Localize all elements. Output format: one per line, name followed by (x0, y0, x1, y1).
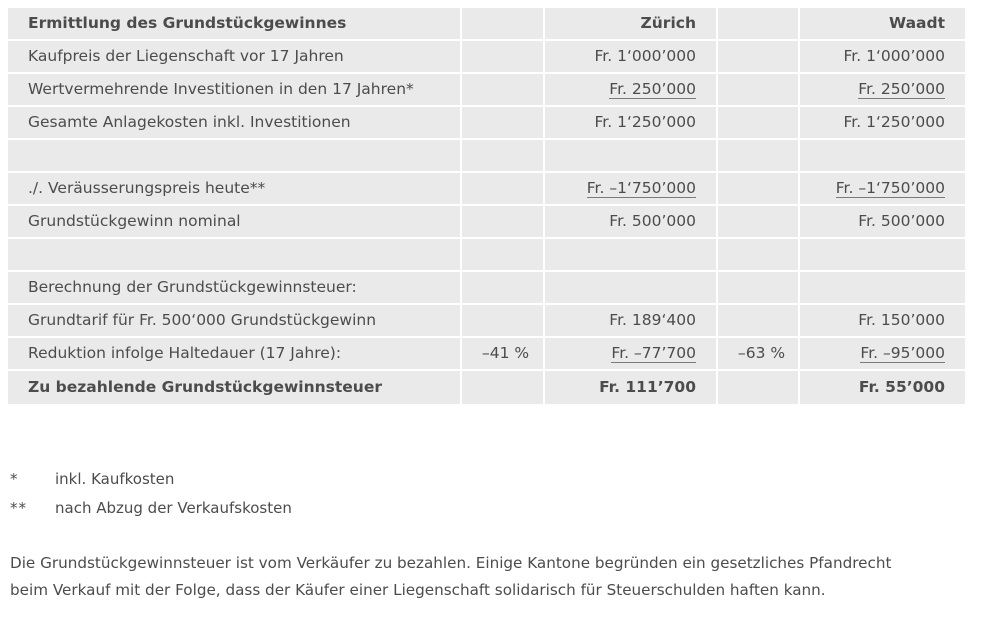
cell-value-waadt: Fr. 500’000 (800, 206, 965, 239)
cell-value-zurich: Fr. 111’700 (545, 371, 718, 404)
cell-rate-waadt (718, 239, 800, 272)
cell-rate-zurich (462, 74, 545, 107)
cell-label: Gesamte Anlagekosten inkl. Investitionen (8, 107, 462, 140)
cell-label: Grundstückgewinn nominal (8, 206, 462, 239)
footnotes (10, 470, 950, 528)
table-row (8, 371, 965, 404)
cell-rate-waadt (718, 140, 800, 173)
cell-value-waadt (800, 239, 965, 272)
table-row (8, 305, 965, 338)
table-row (8, 338, 965, 371)
cell-rate-waadt (718, 107, 800, 140)
column-header-zurich: Zürich (545, 8, 718, 41)
cell-rate-waadt (718, 272, 800, 305)
cell-value-waadt: Fr. 1‘250’000 (800, 107, 965, 140)
cell-value-waadt: Fr. 1‘000’000 (800, 41, 965, 74)
column-header-waadt: Waadt (800, 8, 965, 41)
cell-label: Grundtarif für Fr. 500‘000 Grundstückgewinn (8, 305, 462, 338)
cell-rate-waadt: –63 % (718, 338, 800, 371)
grundstueckgewinn-table (8, 8, 965, 404)
cell-label: Reduktion infolge Haltedauer (17 Jahre): (8, 338, 462, 371)
table-row (8, 41, 965, 74)
table-spacer-row (8, 140, 965, 173)
cell-value-zurich (545, 239, 718, 272)
cell-rate-waadt (718, 371, 800, 404)
column-header-gap2 (718, 8, 800, 41)
cell-rate-zurich: –41 % (462, 338, 545, 371)
cell-value-zurich: Fr. 189‘400 (545, 305, 718, 338)
cell-label (8, 140, 462, 173)
cell-value-zurich (545, 140, 718, 173)
cell-rate-zurich (462, 305, 545, 338)
cell-rate-zurich (462, 239, 545, 272)
cell-value-zurich (545, 74, 718, 107)
cell-label: Kaufpreis der Liegenschaft vor 17 Jahren (8, 41, 462, 74)
closing-note (10, 550, 962, 604)
cell-label: ./. Veräusserungspreis heute** (8, 173, 462, 206)
underlined-value: Fr. –1‘750’000 (835, 179, 945, 197)
cell-rate-waadt (718, 305, 800, 338)
cell-label: Wertvermehrende Investitionen in den 17 Jahren* (8, 74, 462, 107)
cell-rate-zurich (462, 41, 545, 74)
cell-rate-zurich (462, 371, 545, 404)
footnote-text: inkl. Kaufkosten (55, 470, 175, 488)
underlined-value: Fr. 250’000 (858, 80, 945, 98)
underlined-value: Fr. 250’000 (609, 80, 696, 98)
table-row (8, 173, 965, 206)
underlined-value: Fr. –77’700 (611, 344, 696, 362)
cell-rate-waadt (718, 41, 800, 74)
cell-label: Zu bezahlende Grundstückgewinnsteuer (8, 371, 462, 404)
cell-value-waadt (800, 338, 965, 371)
cell-value-waadt (800, 140, 965, 173)
table-spacer-row (8, 239, 965, 272)
underlined-value: Fr. –1‘750’000 (586, 179, 696, 197)
cell-value-waadt (800, 272, 965, 305)
cell-rate-zurich (462, 173, 545, 206)
cell-rate-waadt (718, 173, 800, 206)
footnote-row (10, 499, 950, 528)
column-header-label: Ermittlung des Grundstückgewinnes (8, 8, 462, 41)
footnote-marker: ** (10, 499, 27, 517)
closing-note-line-1: Die Grundstückgewinnsteuer ist vom Verkäufer zu bezahlen. Einige Kantone begründen ein gesetzliches Pfandrecht (10, 554, 892, 572)
cell-value-zurich: Fr. 500’000 (545, 206, 718, 239)
cell-value-waadt: Fr. 150’000 (800, 305, 965, 338)
cell-label: Berechnung der Grundstückgewinnsteuer: (8, 272, 462, 305)
footnote-marker: * (10, 470, 19, 488)
table-header-row (8, 8, 965, 41)
footnote-row (10, 470, 950, 499)
cell-rate-waadt (718, 206, 800, 239)
table-row (8, 107, 965, 140)
cell-rate-zurich (462, 107, 545, 140)
table-header (8, 8, 965, 41)
column-header-gap1 (462, 8, 545, 41)
cell-value-zurich (545, 338, 718, 371)
table-row (8, 272, 965, 305)
cell-value-zurich: Fr. 1‘250’000 (545, 107, 718, 140)
closing-note-line-2: beim Verkauf mit der Folge, dass der Käufer einer Liegenschaft solidarisch für Steuerschulden haften kann. (10, 581, 826, 599)
table-body (8, 41, 965, 404)
cell-rate-zurich (462, 206, 545, 239)
table-row (8, 74, 965, 107)
underlined-value: Fr. –95’000 (860, 344, 945, 362)
cell-label (8, 239, 462, 272)
cell-rate-waadt (718, 74, 800, 107)
cell-value-zurich (545, 272, 718, 305)
cell-rate-zurich (462, 272, 545, 305)
table-row (8, 206, 965, 239)
cell-value-waadt (800, 74, 965, 107)
cell-value-zurich (545, 173, 718, 206)
footnote-text: nach Abzug der Verkaufskosten (55, 499, 292, 517)
cell-rate-zurich (462, 140, 545, 173)
cell-value-waadt: Fr. 55’000 (800, 371, 965, 404)
cell-value-waadt (800, 173, 965, 206)
cell-value-zurich: Fr. 1‘000’000 (545, 41, 718, 74)
